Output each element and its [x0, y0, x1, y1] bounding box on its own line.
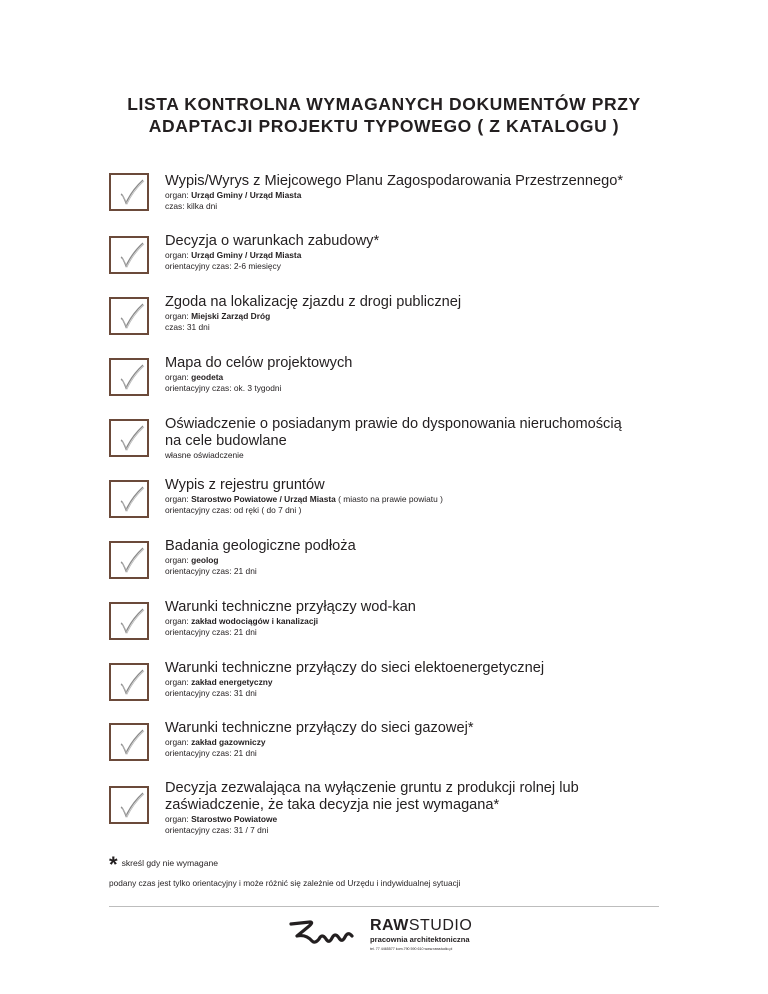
item-title-continued: na cele budowlane	[165, 433, 287, 449]
item-organ: organ: zakład wodociągów i kanalizacji	[165, 616, 319, 626]
item-title: Wypis z rejestru gruntów	[165, 477, 325, 493]
item-time: orientacyjny czas: 31 / 7 dni	[165, 825, 269, 835]
checkbox[interactable]	[109, 786, 149, 824]
checkbox[interactable]	[109, 480, 149, 518]
checkmark-icon	[113, 789, 147, 823]
checklist-item	[0, 720, 768, 780]
item-organ: organ: Urząd Gminy / Urząd Miasta	[165, 250, 302, 260]
item-organ: organ: geolog	[165, 555, 219, 565]
checklist-item	[0, 233, 768, 293]
item-organ: organ: geodeta	[165, 372, 224, 382]
checklist-item	[0, 599, 768, 659]
checkbox[interactable]	[109, 358, 149, 396]
checkmark-icon	[113, 300, 147, 334]
item-time: orientacyjny czas: 21 dni	[165, 627, 257, 637]
checkbox[interactable]	[109, 297, 149, 335]
item-time: orientacyjny czas: 21 dni	[165, 566, 257, 576]
checkmark-icon	[113, 544, 147, 578]
checkbox[interactable]	[109, 236, 149, 274]
item-time: orientacyjny czas: 21 dni	[165, 748, 257, 758]
title-line-1: LISTA KONTROLNA WYMAGANYCH DOKUMENTÓW PRZY	[127, 94, 641, 114]
disclaimer: podany czas jest tylko orientacyjny i może różnić się zależnie od Urzędu i indywidualnej sytuacji	[109, 878, 461, 888]
company-logo	[288, 917, 488, 967]
brand-subtitle: pracownia architektoniczna	[370, 935, 470, 944]
checklist-item	[0, 660, 768, 720]
brand-contact: tel. 77 4465577 kom.790 590 610 www.rawstudio.pl	[370, 947, 453, 951]
item-title: Warunki techniczne przyłączy do sieci elektoenergetycznej	[165, 660, 545, 676]
logo-mark-icon	[288, 919, 366, 949]
checkbox[interactable]	[109, 173, 149, 211]
item-title: Badania geologiczne podłoża	[165, 538, 356, 554]
item-title: Warunki techniczne przyłączy do sieci gazowej*	[165, 720, 474, 736]
item-time: orientacyjny czas: 2-6 miesięcy	[165, 261, 281, 271]
checkbox[interactable]	[109, 541, 149, 579]
checkmark-icon	[113, 361, 147, 395]
item-time: czas: 31 dni	[165, 322, 210, 332]
checkmark-icon	[113, 605, 147, 639]
item-time: orientacyjny czas: od ręki ( do 7 dni )	[165, 505, 302, 515]
item-title: Zgoda na lokalizację zjazdu z drogi publicznej	[165, 294, 462, 310]
checkmark-icon	[113, 239, 147, 273]
checkbox[interactable]	[109, 419, 149, 457]
divider	[109, 906, 659, 907]
footnote-text: skreśl gdy nie wymagane	[121, 858, 219, 868]
item-organ: organ: zakład gazowniczy	[165, 737, 266, 747]
checklist-item	[0, 780, 768, 842]
brand-name: RAWSTUDIO	[370, 917, 473, 934]
item-time: orientacyjny czas: ok. 3 tygodni	[165, 383, 282, 393]
checklist-item	[0, 173, 768, 233]
item-title: Oświadczenie o posiadanym prawie do dysponowania nieruchomością	[165, 416, 622, 432]
item-organ: organ: Starostwo Powiatowe / Urząd Miasta ( miasto na prawie powiatu )	[165, 494, 443, 504]
item-title: Decyzja zezwalająca na wyłączenie gruntu z produkcji rolnej lub	[165, 780, 579, 796]
title-line-2: ADAPTACJI PROJEKTU TYPOWEGO ( Z KATALOGU )	[148, 116, 620, 136]
checkbox[interactable]	[109, 663, 149, 701]
checkbox[interactable]	[109, 723, 149, 761]
item-time: orientacyjny czas: 31 dni	[165, 688, 257, 698]
checkmark-icon	[113, 726, 147, 760]
item-organ: organ: Urząd Gminy / Urząd Miasta	[165, 190, 302, 200]
item-title: Warunki techniczne przyłączy wod-kan	[165, 599, 416, 615]
item-title: Decyzja o warunkach zabudowy*	[165, 233, 380, 249]
item-title: Wypis/Wyrys z Miejcowego Planu Zagospodarowania Przestrzennego*	[165, 173, 624, 189]
checklist-item	[0, 355, 768, 415]
item-time: czas: kilka dni	[165, 201, 218, 211]
checkmark-icon	[113, 666, 147, 700]
checklist-item	[0, 294, 768, 354]
checkmark-icon	[113, 422, 147, 456]
item-organ: organ: Miejski Zarząd Dróg	[165, 311, 271, 321]
checklist-item	[0, 416, 768, 476]
checkmark-icon	[113, 483, 147, 517]
checkmark-icon	[113, 176, 147, 210]
item-organ: organ: zakład energetyczny	[165, 677, 273, 687]
asterisk: *	[109, 852, 118, 877]
item-title: Mapa do celów projektowych	[165, 355, 353, 371]
checklist-item	[0, 477, 768, 537]
item-title-continued: zaświadczenie, że taka decyzja nie jest wymagana*	[165, 797, 500, 813]
item-note: własne oświadczenie	[165, 450, 244, 460]
checkbox[interactable]	[109, 602, 149, 640]
footnote	[109, 852, 218, 878]
document-title	[100, 93, 668, 137]
item-organ: organ: Starostwo Powiatowe	[165, 814, 278, 824]
checklist-item	[0, 538, 768, 598]
